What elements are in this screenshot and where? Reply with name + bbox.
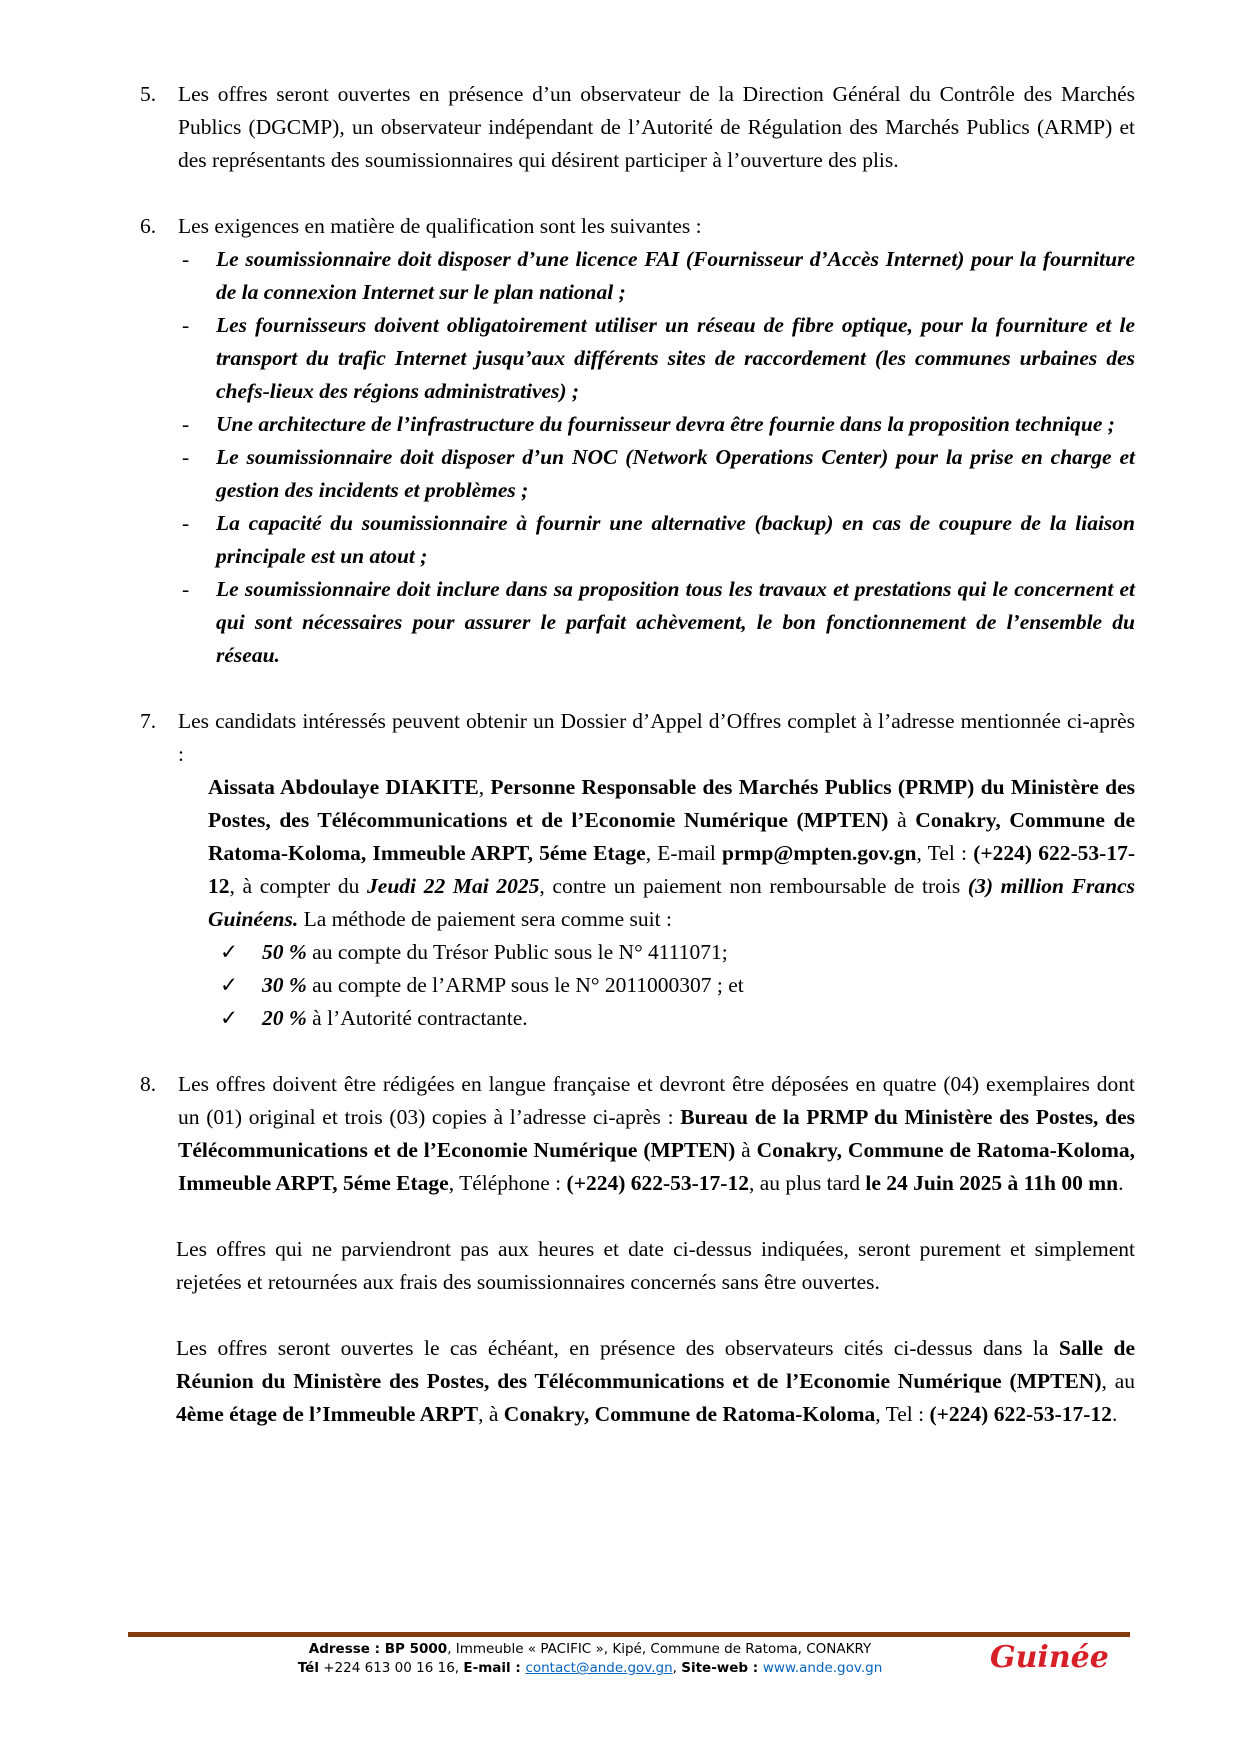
city: Conakry, Commune de Ratoma-Koloma [503,1402,876,1426]
item-7 [140,705,1135,1035]
contact-location: Conakry, Commune de Ratoma-Koloma, Immeuble ARPT, 5éme Etage [208,808,1136,865]
dash-bullet-icon: - [182,445,190,469]
payment-list [178,936,1135,1035]
list-item: - Les fournisseurs doivent obligatoirement utiliser un réseau de fibre optique, pour la fourniture et le transport du trafic Internet jusqu’aux différents sites de raccordement (les communes urbaines des chefs-lieux des régions administratives) ; [178,309,1135,408]
payment-item: ✓ 20 % à l’Autorité contractante. [220,1002,1135,1035]
checkmark-icon: ✓ [220,973,239,997]
contact-email[interactable]: prmp@mpten.gov.gn [722,841,917,865]
item-6 [140,210,1135,672]
opening-paragraph: Les offres seront ouvertes le cas échéant, en présence des observateurs cités ci-dessus dans la Salle de Réunion du Ministère des Postes, des Télécommunications et de l’Economie Numérique (MPTEN), au 4ème étage de l’Immeuble ARPT, à Conakry, Commune de Ratoma-Koloma, Tel : (+224) 622-53-17-12. [176,1336,1136,1426]
bureau-name: Bureau de la PRMP du Ministère des Postes, des Télécommunications et de l’Economie Numérique (MPTEN) [178,1105,1135,1162]
list-item: - Le soumissionnaire doit disposer d’une licence FAI (Fournisseur d’Accès Internet) pour la fourniture de la connexion Internet sur le plan national ; [178,243,1135,309]
footer [200,1640,980,1678]
dash-bullet-icon: - [182,313,190,337]
document-body [140,78,1135,1464]
dash-bullet-icon: - [182,412,190,436]
list-item: - Une architecture de l’infrastructure du fournisseur devra être fournie dans la proposition technique ; [178,408,1135,441]
checkmark-icon: ✓ [220,1006,239,1030]
item-text: Les offres seront ouvertes en présence d’un observateur de la Direction Général du Contrôle des Marchés Publics (DGCMP), un observateur indépendant de l’Autorité de Régulation des Marchés Publics (ARMP) et des représentants des soumissionnaires qui désirent participer à l’ouverture des plis. [178,82,1135,172]
item-5 [140,78,1135,177]
item-number: 8. [140,1072,157,1096]
floor: 4ème étage de l’Immeuble ARPT [176,1402,479,1426]
fee-amount: (3) million Francs Guinéens. [208,874,1135,931]
meeting-room: Salle de Réunion du Ministère des Postes, des Télécommunications et de l’Economie Numérique (MPTEN) [176,1336,1136,1393]
footer-website-link[interactable]: www.ande.gov.gn [762,1660,883,1676]
list-item: - Le soumissionnaire doit disposer d’un NOC (Network Operations Center) pour la prise en charge et gestion des incidents et problèmes ; [178,441,1135,507]
dash-bullet-icon: - [182,577,190,601]
contact-phone: (+224) 622-53-17-12 [208,841,1135,898]
list-item: - Le soumissionnaire doit inclure dans sa proposition tous les travaux et prestations qui le concernent et qui sont nécessaires pour assurer le parfait achèvement, le bon fonctionnement de l’ensemble du réseau. [178,573,1135,672]
contact-block: Aissata Abdoulaye DIAKITE, Personne Responsable des Marchés Publics (PRMP) du Ministère des Postes, des Télécommunications et de l’Economie Numérique (MPTEN) à Conakry, Commune de Ratoma-Koloma, Immeuble ARPT, 5éme Etage, E-mail prmp@mpten.gov.gn, Tel : (+224) 622-53-17-12, à compter du Jeudi 22 Mai 2025, contre un paiement non remboursable de trois (3) million Francs Guinéens. La méthode de paiement sera comme suit : [208,775,1136,931]
checkmark-icon: ✓ [220,940,239,964]
payment-item: ✓ 50 % au compte du Trésor Public sous le N° 4111071; [220,936,1135,969]
contact-name: Aissata Abdoulaye DIAKITE [208,775,479,799]
late-offers-paragraph: Les offres qui ne parviendront pas aux heures et date ci-dessus indiquées, seront purement et simplement rejetées et retournées aux frais des soumissionnaires concernés sans être ouvertes. [176,1237,1135,1294]
item-intro: Les candidats intéressés peuvent obtenir un Dossier d’Appel d’Offres complet à l’adresse mentionnée ci-après : [178,709,1135,766]
dash-bullet-icon: - [182,511,190,535]
footer-email-link[interactable]: contact@ande.gov.gn [525,1660,673,1676]
bureau-phone: (+224) 622-53-17-12 [566,1171,749,1195]
contact-role: Personne Responsable des Marchés Publics (PRMP) du Ministère des Postes, des Télécommunications et de l’Economie Numérique (MPTEN) [208,775,1136,832]
item-8: 8. Les offres doivent être rédigées en langue française et devront être déposées en quatre (04) exemplaires dont un (01) original et trois (03) copies à l’adresse ci-après : Bureau de la PRMP du Ministère des Postes, des Télécommunications et de l’Economie Numérique (MPTEN) à Conakry, Commune de Ratoma-Koloma, Immeuble ARPT, 5éme Etage, Téléphone : (+224) 622-53-17-12, au plus tard le 24 Juin 2025 à 11h 00 mn. [140,1068,1135,1200]
item-number: 7. [140,709,157,733]
item-intro: Les exigences en matière de qualification sont les suivantes : [178,214,702,238]
item-number: 5. [140,82,157,106]
payment-item: ✓ 30 % au compte de l’ARMP sous le N° 2011000307 ; et [220,969,1135,1002]
deadline: le 24 Juin 2025 à 11h 00 mn [865,1171,1119,1195]
dash-bullet-icon: - [182,247,190,271]
guinee-logo: Guinée [990,1640,1109,1675]
item-number: 6. [140,214,157,238]
footer-address: Adresse : BP 5000, Immeuble « PACIFIC », Kipé, Commune de Ratoma, CONAKRY [308,1641,872,1657]
bureau-location: Conakry, Commune de Ratoma-Koloma, Immeuble ARPT, 5éme Etage [178,1138,1135,1195]
phone: (+224) 622-53-17-12 [929,1402,1112,1426]
list-item: - La capacité du soumissionnaire à fournir une alternative (backup) en cas de coupure de la liaison principale est un atout ; [178,507,1135,573]
start-date: Jeudi 22 Mai 2025 [367,874,540,898]
footer-divider [128,1632,1130,1637]
footer-contact: Tél +224 613 00 16 16, E-mail : contact@ande.gov.gn, Site-web : www.ande.gov.gn [297,1660,883,1676]
